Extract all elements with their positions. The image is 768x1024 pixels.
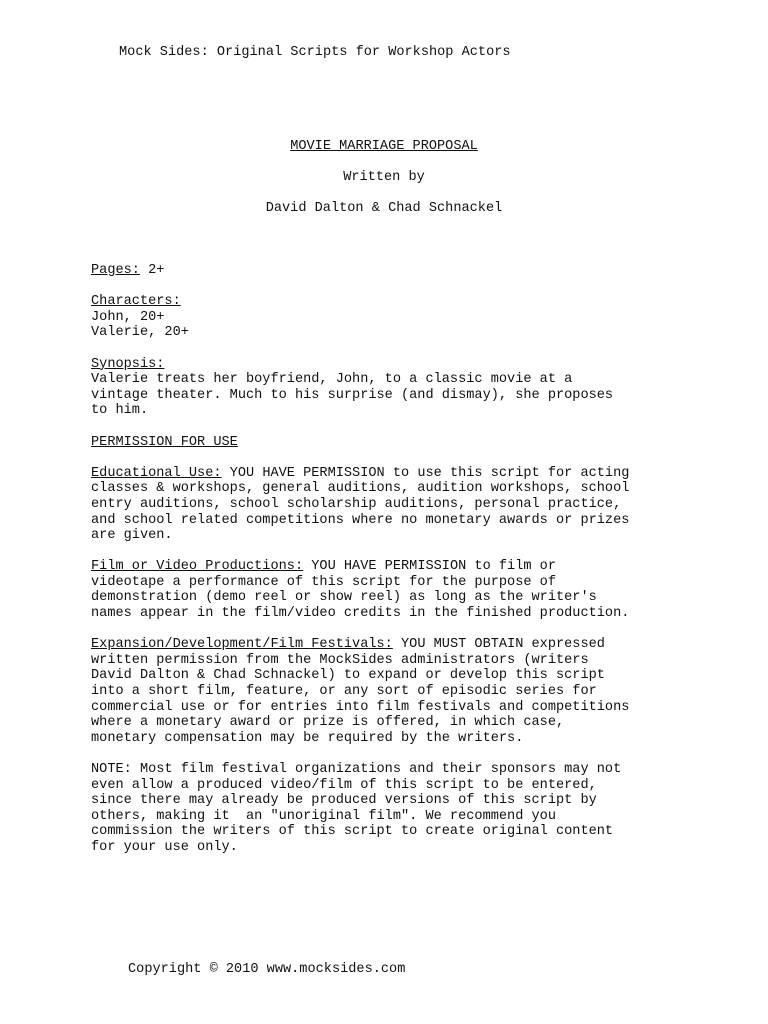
- script-title-text: MOVIE MARRIAGE PROPOSAL: [290, 139, 478, 154]
- synopsis-section: [91, 357, 691, 419]
- film-video-line: videotape a performance of this script for the purpose of: [91, 574, 556, 590]
- expansion-line: monetary compensation may be required by the writers.: [91, 730, 524, 746]
- synopsis-line: Valerie treats her boyfriend, John, to a classic movie at a: [91, 372, 573, 388]
- expansion-line: David Dalton & Chad Schnackel) to expand or develop this script: [91, 668, 605, 684]
- pages-section: [91, 263, 691, 279]
- expansion-text: YOU MUST OBTAIN expressed: [392, 637, 605, 653]
- educational-use-line: classes & workshops, general auditions, audition workshops, school: [91, 481, 630, 497]
- authors: David Dalton & Chad Schnackel: [265, 201, 503, 216]
- educational-use-section: [91, 466, 691, 544]
- expansion-line: written permission from the MockSides administrators (writers: [91, 652, 589, 668]
- synopsis-line: vintage theater. Much to his surprise (and dismay), she proposes: [91, 387, 614, 403]
- film-video-line: names appear in the film/video credits in the finished production.: [91, 606, 630, 622]
- written-by: Written by: [343, 170, 425, 185]
- script-body: [91, 263, 691, 871]
- film-video-line: demonstration (demo reel or show reel) as long as the writer's: [91, 590, 597, 606]
- expansion-line: where a monetary award or prize is offered, in which case,: [91, 715, 565, 731]
- character-item: Valerie, 20+: [91, 325, 189, 341]
- film-video-section: [91, 559, 691, 621]
- permission-heading: PERMISSION FOR USE: [91, 434, 238, 450]
- expansion-label: Expansion/Development/Film Festivals:: [91, 637, 393, 653]
- educational-use-text: YOU HAVE PERMISSION to use this script for acting: [221, 465, 630, 481]
- note-line: since there may already be produced versions of this script by: [91, 793, 597, 809]
- script-title: [0, 139, 768, 155]
- educational-use-line: and school related competitions where no monetary awards or prizes: [91, 512, 630, 528]
- copyright-footer: Copyright © 2010 www.mocksides.com: [128, 962, 406, 977]
- synopsis-label: Synopsis:: [91, 356, 165, 372]
- note-line: NOTE: Most film festival organizations and their sponsors may not: [91, 762, 622, 777]
- note-line: others, making it an "unoriginal film". We recommend you: [91, 808, 556, 824]
- characters-section: [91, 294, 691, 341]
- pages-value: 2+: [139, 263, 165, 278]
- permission-section: [91, 435, 691, 451]
- expansion-line: commercial use or for entries into film festivals and competitions: [91, 699, 630, 715]
- page-header: Mock Sides: Original Scripts for Workshop Actors: [119, 45, 511, 60]
- note-line: even allow a produced video/film of this script to be entered,: [91, 777, 597, 793]
- note-line: commission the writers of this script to create original content: [91, 824, 614, 840]
- educational-use-line: entry auditions, school scholarship auditions, personal practice,: [91, 496, 622, 512]
- pages-label: Pages:: [91, 263, 140, 278]
- characters-label: Characters:: [91, 294, 181, 310]
- educational-use-line: are given.: [91, 528, 173, 544]
- film-video-label: Film or Video Productions:: [91, 559, 304, 575]
- educational-use-label: Educational Use:: [91, 465, 222, 481]
- synopsis-line: to him.: [91, 403, 149, 419]
- character-item: John, 20+: [91, 309, 165, 325]
- note-section: [91, 762, 691, 856]
- film-video-text: YOU HAVE PERMISSION to film or: [303, 559, 556, 575]
- note-line: for your use only.: [91, 839, 238, 855]
- expansion-line: into a short film, feature, or any sort of episodic series for: [91, 684, 597, 700]
- expansion-section: [91, 637, 691, 746]
